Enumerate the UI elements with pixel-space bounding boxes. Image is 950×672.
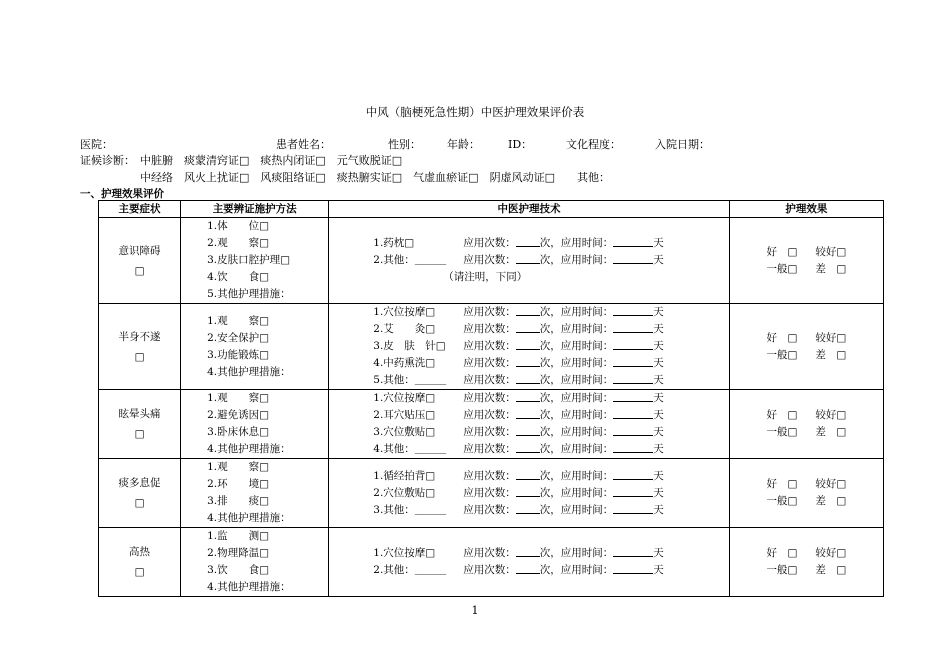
technique-line <box>329 545 729 562</box>
usage-days-blank[interactable] <box>613 321 653 333</box>
effect-option-good[interactable]: 好 □ <box>766 478 798 490</box>
effect-option-better[interactable]: 较好□ <box>815 478 847 490</box>
usage-count-blank[interactable] <box>516 485 540 497</box>
technique-line <box>329 372 729 389</box>
technique-name[interactable]: 1.穴位按摩□ <box>373 392 436 404</box>
usage-days-blank[interactable] <box>613 252 653 264</box>
header-techniques: 中医护理技术 <box>329 201 730 218</box>
technique-name[interactable]: 2.其他：＿＿＿ <box>373 564 447 576</box>
table-header-row <box>99 201 884 218</box>
symptom-cell <box>99 390 181 459</box>
effect-option-general[interactable]: 一般□ <box>766 495 798 507</box>
usage-count-blank[interactable] <box>516 441 540 453</box>
technique-name[interactable]: 3.皮 肤 针□ <box>373 340 446 352</box>
diagnosis-jingluo: 中经络 风火上扰证□ 风痰阻络证□ 痰热腑实证□ 气虚血瘀证□ 阴虚风动证□ 其他： <box>140 171 610 184</box>
effect-row <box>730 562 883 579</box>
usage-label: 应用次数： <box>463 503 516 516</box>
technique-line <box>329 321 729 338</box>
effect-row <box>730 493 883 510</box>
technique-name[interactable]: 2.其他：＿＿＿ <box>373 254 447 266</box>
technique-line <box>329 485 729 502</box>
usage-count-blank[interactable] <box>516 321 540 333</box>
usage-days-blank[interactable] <box>613 562 653 574</box>
days-label: 天 <box>653 426 664 438</box>
usage-count-blank[interactable] <box>516 545 540 557</box>
times-label: 次，应用时间： <box>539 409 614 421</box>
age-label: 年龄： <box>447 138 480 151</box>
usage-count-blank[interactable] <box>516 424 540 436</box>
table-row <box>99 459 884 528</box>
days-label: 天 <box>653 409 664 421</box>
usage-label: 应用次数： <box>463 469 516 482</box>
measures-cell <box>181 304 329 390</box>
effect-option-good[interactable]: 好 □ <box>766 409 798 421</box>
effect-option-poor[interactable]: 差 □ <box>815 262 847 275</box>
technique-name[interactable]: 1.循经拍背□ <box>373 469 436 482</box>
effect-row <box>730 545 883 562</box>
days-label: 天 <box>653 503 664 516</box>
usage-label: 应用次数： <box>463 392 516 404</box>
hospital-label: 医院： <box>80 138 113 151</box>
effect-cell <box>729 304 883 390</box>
technique-line <box>329 235 729 252</box>
evaluation-table <box>98 200 884 597</box>
symptom-checkbox[interactable]: □ <box>134 264 145 277</box>
effect-cell <box>729 459 883 528</box>
technique-name[interactable]: 3.其他：＿＿＿ <box>373 503 447 516</box>
page-number: 1 <box>471 604 479 617</box>
effect-option-good[interactable]: 好 □ <box>766 331 798 344</box>
effect-row <box>730 347 883 364</box>
techniques-cell <box>329 390 730 459</box>
usage-days-blank[interactable] <box>613 304 653 316</box>
technique-line <box>329 468 729 485</box>
symptom-checkbox[interactable]: □ <box>134 350 145 363</box>
usage-label: 应用次数： <box>463 254 516 266</box>
technique-line <box>329 252 729 269</box>
times-label: 次，应用时间： <box>539 547 614 559</box>
symptom-name: 意识障碍 <box>118 244 161 257</box>
effect-row <box>730 261 883 278</box>
measure-item[interactable]: 3.功能锻炼□ <box>207 348 270 361</box>
times-label: 次，应用时间： <box>539 323 614 335</box>
technique-line <box>329 355 729 372</box>
days-label: 天 <box>653 340 664 352</box>
section-title: 一、护理效果评价 <box>80 188 164 200</box>
days-label: 天 <box>653 254 664 266</box>
technique-name[interactable]: 3.穴位敷贴□ <box>373 426 436 438</box>
usage-count-blank[interactable] <box>516 562 540 574</box>
admission-date-label: 入院日期： <box>655 138 710 151</box>
technique-name[interactable]: 4.其他：＿＿＿ <box>373 443 447 455</box>
technique-line <box>329 562 729 579</box>
technique-name[interactable]: 4.中药熏洗□ <box>373 357 436 369</box>
technique-line <box>329 304 729 321</box>
usage-label: 应用次数： <box>463 409 516 421</box>
effect-option-general[interactable]: 一般□ <box>766 348 798 361</box>
times-label: 次，应用时间： <box>539 237 614 249</box>
symptom-checkbox[interactable]: □ <box>134 497 145 509</box>
table-row <box>99 218 884 304</box>
times-label: 次，应用时间： <box>539 503 614 516</box>
symptom-name: 眩晕头痛 <box>118 408 161 420</box>
effect-option-good[interactable]: 好 □ <box>766 547 798 559</box>
measure-item[interactable]: 3.皮肤口腔护理□ <box>207 254 291 266</box>
times-label: 次，应用时间： <box>539 340 614 352</box>
measure-item[interactable]: 2.物理降温□ <box>207 547 270 559</box>
technique-name[interactable]: 5.其他：＿＿＿ <box>373 374 447 386</box>
techniques-cell <box>329 528 730 597</box>
measure-item[interactable]: 4.其他护理措施： <box>207 581 291 593</box>
usage-label: 应用次数： <box>463 237 516 249</box>
usage-days-blank[interactable] <box>613 407 653 419</box>
usage-days-blank[interactable] <box>613 390 653 402</box>
effect-option-general[interactable]: 一般□ <box>766 564 798 576</box>
usage-label: 应用次数： <box>463 426 516 438</box>
days-label: 天 <box>653 486 664 499</box>
measure-item[interactable]: 1.监 测□ <box>207 530 270 542</box>
usage-label: 应用次数： <box>463 564 516 576</box>
measure-item[interactable]: 4.其他护理措施： <box>207 365 291 378</box>
measure-item[interactable]: 2.安全保护□ <box>207 331 270 344</box>
symptom-checkbox[interactable]: □ <box>134 428 145 440</box>
times-label: 次，应用时间： <box>539 486 614 499</box>
effect-option-poor[interactable]: 差 □ <box>815 495 847 507</box>
technique-name[interactable]: 1.穴位按摩□ <box>373 547 436 559</box>
measure-item[interactable]: 1.观 察□ <box>207 392 270 404</box>
effect-option-poor[interactable]: 差 □ <box>815 426 847 438</box>
effect-row <box>730 244 883 261</box>
symptom-checkbox[interactable]: □ <box>134 566 145 578</box>
symptom-cell <box>99 459 181 528</box>
usage-count-blank[interactable] <box>516 407 540 419</box>
times-label: 次，应用时间： <box>539 357 614 369</box>
times-label: 次，应用时间： <box>539 254 614 266</box>
usage-days-blank[interactable] <box>613 441 653 453</box>
diagnosis-label: 证候诊断： <box>80 154 135 167</box>
table-row <box>99 304 884 390</box>
usage-days-blank[interactable] <box>613 545 653 557</box>
days-label: 天 <box>653 374 664 386</box>
usage-count-blank[interactable] <box>516 502 540 514</box>
effect-option-poor[interactable]: 差 □ <box>815 564 847 576</box>
measure-item[interactable]: 2.避免诱因□ <box>207 409 270 421</box>
technique-name[interactable]: 1.穴位按摩□ <box>373 306 436 318</box>
gender-label: 性别： <box>388 138 421 151</box>
effect-row <box>730 330 883 347</box>
usage-label: 应用次数： <box>463 357 516 369</box>
times-label: 次，应用时间： <box>539 392 614 404</box>
technique-name[interactable]: 2.穴位敷贴□ <box>373 486 436 499</box>
days-label: 天 <box>653 392 664 404</box>
usage-label: 应用次数： <box>463 323 516 335</box>
usage-label: 应用次数： <box>463 306 516 318</box>
page-title: 中风（脑梗死急性期）中医护理效果评价表 <box>365 105 585 119</box>
techniques-cell <box>329 304 730 390</box>
days-label: 天 <box>653 323 664 335</box>
technique-line <box>329 502 729 519</box>
effect-row <box>730 407 883 424</box>
usage-days-blank[interactable] <box>613 424 653 436</box>
measure-item[interactable]: 3.排 痰□ <box>207 495 270 507</box>
times-label: 次，应用时间： <box>539 374 614 386</box>
usage-count-blank[interactable] <box>516 468 540 480</box>
times-label: 次，应用时间： <box>539 564 614 576</box>
times-label: 次，应用时间： <box>539 306 614 318</box>
effect-cell <box>729 218 883 304</box>
symptom-cell <box>99 528 181 597</box>
header-symptom: 主要症状 <box>99 201 181 218</box>
effect-option-general[interactable]: 一般□ <box>766 426 798 438</box>
header-effect: 护理效果 <box>729 201 883 218</box>
patient-name-label: 患者姓名： <box>276 138 331 151</box>
technique-name[interactable]: 1.药枕□ <box>373 237 415 249</box>
measure-item[interactable]: 2.观 察□ <box>207 237 270 249</box>
effect-option-better[interactable]: 较好□ <box>815 409 847 421</box>
times-label: 次，应用时间： <box>539 426 614 438</box>
usage-days-blank[interactable] <box>613 338 653 350</box>
effect-option-poor[interactable]: 差 □ <box>815 348 847 361</box>
usage-count-blank[interactable] <box>516 338 540 350</box>
measure-item[interactable]: 5.其他护理措施： <box>207 288 291 300</box>
technique-line <box>329 441 729 458</box>
effect-row <box>730 424 883 441</box>
techniques-cell <box>329 459 730 528</box>
measure-item[interactable]: 1.观 察□ <box>207 314 270 327</box>
effect-option-general[interactable]: 一般□ <box>766 262 798 275</box>
measures-cell <box>181 528 329 597</box>
measure-item[interactable]: 1.观 察□ <box>207 461 270 473</box>
measure-item[interactable]: 1.体 位□ <box>207 220 270 232</box>
effect-option-better[interactable]: 较好□ <box>815 547 847 559</box>
technique-note: （请注明，下同） <box>443 271 528 283</box>
measure-item[interactable]: 4.饮 食□ <box>207 271 270 283</box>
measure-item[interactable]: 3.卧床休息□ <box>207 426 270 438</box>
days-label: 天 <box>653 547 664 559</box>
usage-label: 应用次数： <box>463 547 516 559</box>
effect-option-better[interactable]: 较好□ <box>815 331 847 344</box>
effect-row <box>730 476 883 493</box>
symptom-cell <box>99 218 181 304</box>
technique-name[interactable]: 2.艾 灸□ <box>373 323 436 335</box>
days-label: 天 <box>653 564 664 576</box>
measure-item[interactable]: 4.其他护理措施： <box>207 443 291 455</box>
usage-days-blank[interactable] <box>613 372 653 384</box>
symptom-cell <box>99 304 181 390</box>
table-row <box>99 528 884 597</box>
usage-label: 应用次数： <box>463 374 516 386</box>
technique-line <box>329 424 729 441</box>
days-label: 天 <box>653 237 664 249</box>
times-label: 次，应用时间： <box>539 443 614 455</box>
effect-cell <box>729 528 883 597</box>
effect-cell <box>729 390 883 459</box>
usage-days-blank[interactable] <box>613 485 653 497</box>
header-measures: 主要辨证施护方法 <box>181 201 329 218</box>
days-label: 天 <box>653 469 664 482</box>
effect-option-better[interactable]: 较好□ <box>815 245 847 258</box>
usage-label: 应用次数： <box>463 443 516 455</box>
usage-label: 应用次数： <box>463 340 516 352</box>
id-label: ID： <box>508 138 533 151</box>
measures-cell <box>181 218 329 304</box>
measure-item[interactable]: 2.环 境□ <box>207 478 270 490</box>
usage-count-blank[interactable] <box>516 304 540 316</box>
symptom-name: 痰多息促 <box>118 477 161 489</box>
techniques-cell <box>329 218 730 304</box>
technique-name[interactable]: 2.耳穴贴压□ <box>373 409 436 421</box>
technique-line <box>329 390 729 407</box>
usage-days-blank[interactable] <box>613 355 653 367</box>
times-label: 次，应用时间： <box>539 469 614 482</box>
symptom-name: 高热 <box>129 546 151 558</box>
usage-count-blank[interactable] <box>516 355 540 367</box>
technique-line <box>329 407 729 424</box>
effect-option-good[interactable]: 好 □ <box>766 245 798 258</box>
usage-label: 应用次数： <box>463 486 516 499</box>
days-label: 天 <box>653 443 664 455</box>
usage-count-blank[interactable] <box>516 252 540 264</box>
symptom-name: 半身不遂 <box>118 330 161 343</box>
usage-days-blank[interactable] <box>613 235 653 247</box>
diagnosis-zangfu: 中脏腑 痰蒙清窍证□ 痰热内闭证□ 元气败脱证□ <box>140 154 403 167</box>
table-row <box>99 390 884 459</box>
measures-cell <box>181 390 329 459</box>
measures-cell <box>181 459 329 528</box>
usage-count-blank[interactable] <box>516 390 540 402</box>
usage-days-blank[interactable] <box>613 502 653 514</box>
technique-line <box>329 338 729 355</box>
days-label: 天 <box>653 306 664 318</box>
measure-item[interactable]: 4.其他护理措施： <box>207 512 291 524</box>
usage-count-blank[interactable] <box>516 235 540 247</box>
usage-days-blank[interactable] <box>613 468 653 480</box>
measure-item[interactable]: 3.饮 食□ <box>207 564 270 576</box>
education-label: 文化程度： <box>566 138 621 151</box>
days-label: 天 <box>653 357 664 369</box>
usage-count-blank[interactable] <box>516 372 540 384</box>
